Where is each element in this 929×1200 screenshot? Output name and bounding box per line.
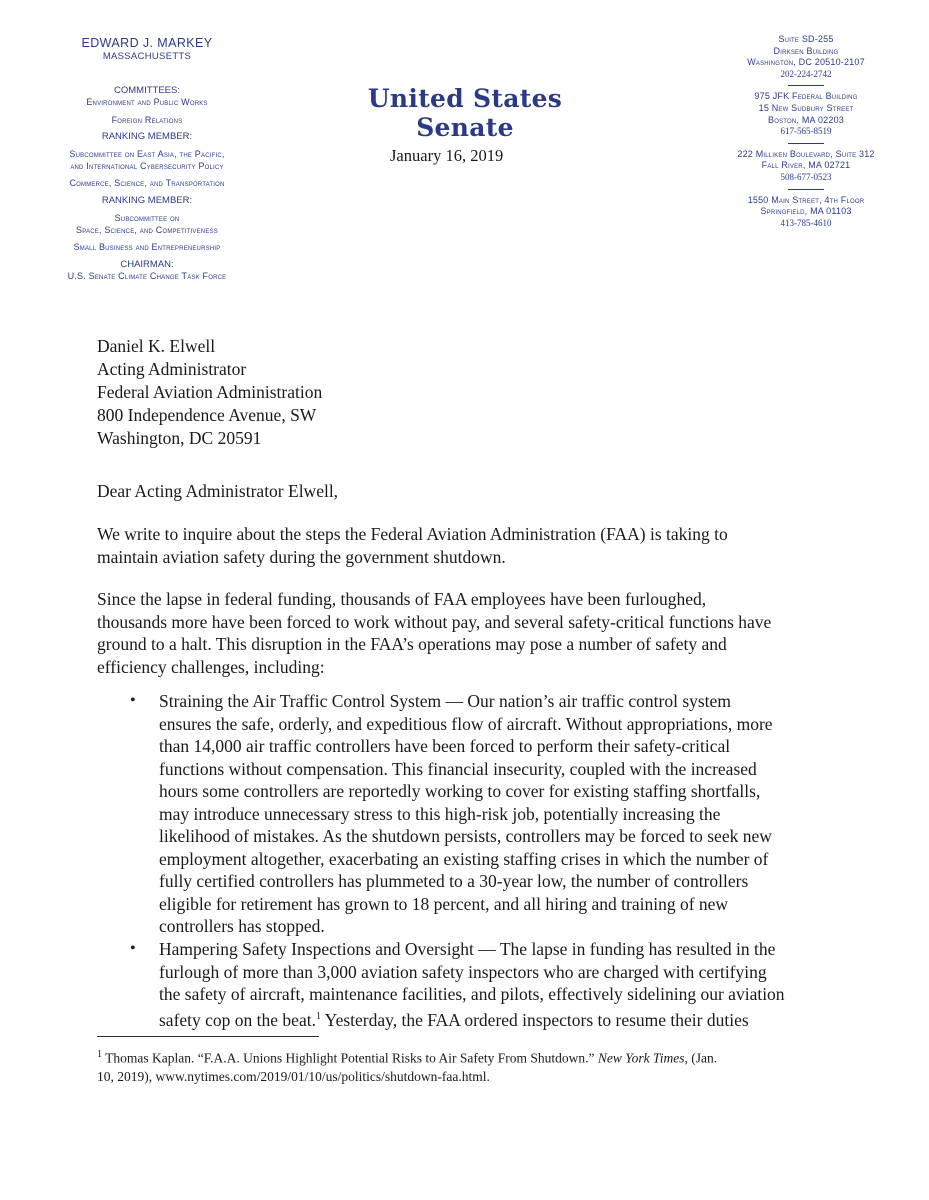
recipient-address — [97, 335, 322, 450]
recipient-street: 800 Independence Avenue, SW — [97, 405, 317, 425]
bullet-text — [159, 938, 824, 1031]
office-divider — [788, 85, 824, 86]
bullet-line: furlough of more than 3,000 aviation safety inspectors who are charged with certifying — [159, 961, 767, 982]
bullet-line: likelihood of mistakes. As the shutdown persists, controllers may be forced to seek new — [159, 826, 772, 846]
senator-letterhead-left — [32, 36, 262, 282]
paragraph-line: efficiency challenges, including: — [97, 656, 325, 677]
letter-date: January 16, 2019 — [390, 146, 504, 165]
bullet-line-end: Yesterday, the FAA ordered inspectors to resume their duties — [320, 1009, 749, 1030]
paragraph-line: maintain aviation safety during the government shutdown. — [97, 546, 506, 567]
office-springfield-line2: Springfield, MA 01103 — [760, 206, 852, 217]
committee-small-business: Small Business and Entrepreneurship — [73, 242, 221, 253]
subcommittee-east-asia-2: and International Cybersecurity Policy — [70, 160, 224, 171]
footnote-text-b: , (Jan. — [684, 1050, 718, 1066]
office-addresses — [716, 34, 896, 229]
committee-foreign-relations: Foreign Relations — [111, 114, 183, 125]
subcommittee-space-1: Subcommittee on — [114, 212, 180, 223]
bullet-line: the safety of aircraft, maintenance facilities, and pilots, effectively sidelining our aviation — [159, 984, 785, 1004]
climate-task-force: U.S. Senate Climate Change Task Force — [67, 270, 227, 281]
ranking-member-label-2: RANKING MEMBER: — [101, 194, 193, 206]
bullet-line: ensures the safe, orderly, and expeditious flow of aircraft. Without appropriations, more — [159, 713, 773, 734]
bullet-line: than 14,000 air traffic controllers have been forced to perform their safety-critical — [159, 736, 731, 756]
committee-commerce: Commerce, Science, and Transportation — [69, 178, 225, 189]
paragraph-line: ground to a halt. This disruption in the FAA’s operations may pose a number of safety and — [97, 634, 727, 654]
footnote-line — [97, 1046, 797, 1068]
bullet-line: employment altogether, exacerbating an existing staffing crises in which the number of — [159, 848, 769, 869]
senator-name: EDWARD J. MARKEY — [81, 36, 213, 50]
bullet-line-start: safety cop on the beat. — [159, 1009, 316, 1030]
office-boston-line3: Boston, MA 02203 — [768, 114, 844, 125]
office-dc-line2: Dirksen Building — [773, 45, 839, 56]
bullet-line: Hampering Safety Inspections and Oversight — The lapse in funding has resulted in the — [159, 939, 776, 959]
recipient-city: Washington, DC 20591 — [97, 428, 262, 448]
committees-label: COMMITTEES: — [114, 85, 180, 96]
footnote — [97, 1046, 797, 1086]
office-dc-line1: Suite SD-255 — [778, 34, 834, 44]
bullet-text — [159, 690, 824, 938]
office-boston-phone: 617-565-8519 — [780, 126, 832, 137]
bullet-line: fully certified controllers has plummeted to a 30-year low, the number of controllers — [159, 871, 749, 891]
office-divider — [788, 143, 824, 144]
office-fallriver-line2: Fall River, MA 02721 — [761, 160, 851, 171]
subcommittee-east-asia-1: Subcommittee on East Asia, the Pacific, — [69, 149, 225, 160]
office-boston-line2: 15 New Sudbury Street — [758, 102, 854, 113]
paragraph-disruption — [97, 588, 817, 678]
bullet-line: may introduce unnecessary stress to this high-risk job, potentially increasing the — [159, 803, 721, 824]
office-dc-phone: 202-224-2742 — [780, 68, 832, 79]
salutation: Dear Acting Administrator Elwell, — [97, 481, 339, 501]
bullet-line: controllers has stopped. — [159, 916, 325, 936]
subcommittee-space-2: Space, Science, and Competitiveness — [76, 224, 218, 235]
paragraph-line: Since the lapse in federal funding, thousands of FAA employees have been furloughed, — [97, 589, 707, 609]
bullet-line — [159, 1006, 824, 1031]
office-springfield-phone: 413-785-4610 — [780, 217, 832, 228]
recipient-title: Acting Administrator — [97, 359, 247, 379]
paragraph-intro — [97, 523, 817, 568]
office-boston-line1: 975 JFK Federal Building — [754, 91, 858, 102]
office-fallriver-line1: 222 Milliken Boulevard, Suite 312 — [737, 148, 875, 159]
office-divider — [788, 189, 824, 190]
office-fallriver-phone: 508-677-0523 — [780, 171, 832, 182]
paragraph-line: We write to inquire about the steps the Federal Aviation Administration (FAA) is taking to — [97, 524, 728, 544]
bullet-line: Straining the Air Traffic Control System — Our nation’s air traffic control system — [159, 691, 731, 711]
footnote-publication: New York Times — [597, 1050, 685, 1066]
bullet-icon: • — [130, 692, 136, 709]
office-springfield-line1: 1550 Main Street, 4th Floor — [747, 194, 865, 205]
footnote-line-2: 10, 2019), www.nytimes.com/2019/01/10/us/politics/shutdown-faa.html. — [97, 1068, 490, 1084]
bullet-line: functions without compensation. This financial insecurity, coupled with the increased — [159, 758, 757, 779]
recipient-agency: Federal Aviation Administration — [97, 382, 323, 402]
ranking-member-label: RANKING MEMBER: — [101, 131, 193, 143]
bullet-line: hours some controllers are reportedly working to cover for existing staffing shortfalls, — [159, 781, 761, 801]
senator-state: MASSACHUSETTS — [102, 51, 192, 62]
committee-environment: Environment and Public Works — [86, 97, 208, 107]
paragraph-line: thousands more have been forced to work without pay, and several safety-critical functions have — [97, 611, 772, 632]
footnote-marker: 1 — [97, 1049, 102, 1060]
footnote-reference: 1 — [315, 1010, 321, 1022]
bullet-line: eligible for retirement has grown to 18 percent, and all hiring and training of new — [159, 893, 729, 914]
recipient-name: Daniel K. Elwell — [97, 336, 216, 356]
chairman-label: CHAIRMAN: — [120, 258, 174, 270]
bullet-icon: • — [130, 940, 136, 957]
senate-letterhead-title: United States Senate — [367, 84, 563, 142]
footnote-divider — [97, 1036, 319, 1037]
office-dc-line3: Washington, DC 20510-2107 — [747, 57, 865, 68]
footnote-text-a: Thomas Kaplan. “F.A.A. Unions Highlight Potential Risks to Air Safety From Shutdown.” — [102, 1050, 598, 1066]
